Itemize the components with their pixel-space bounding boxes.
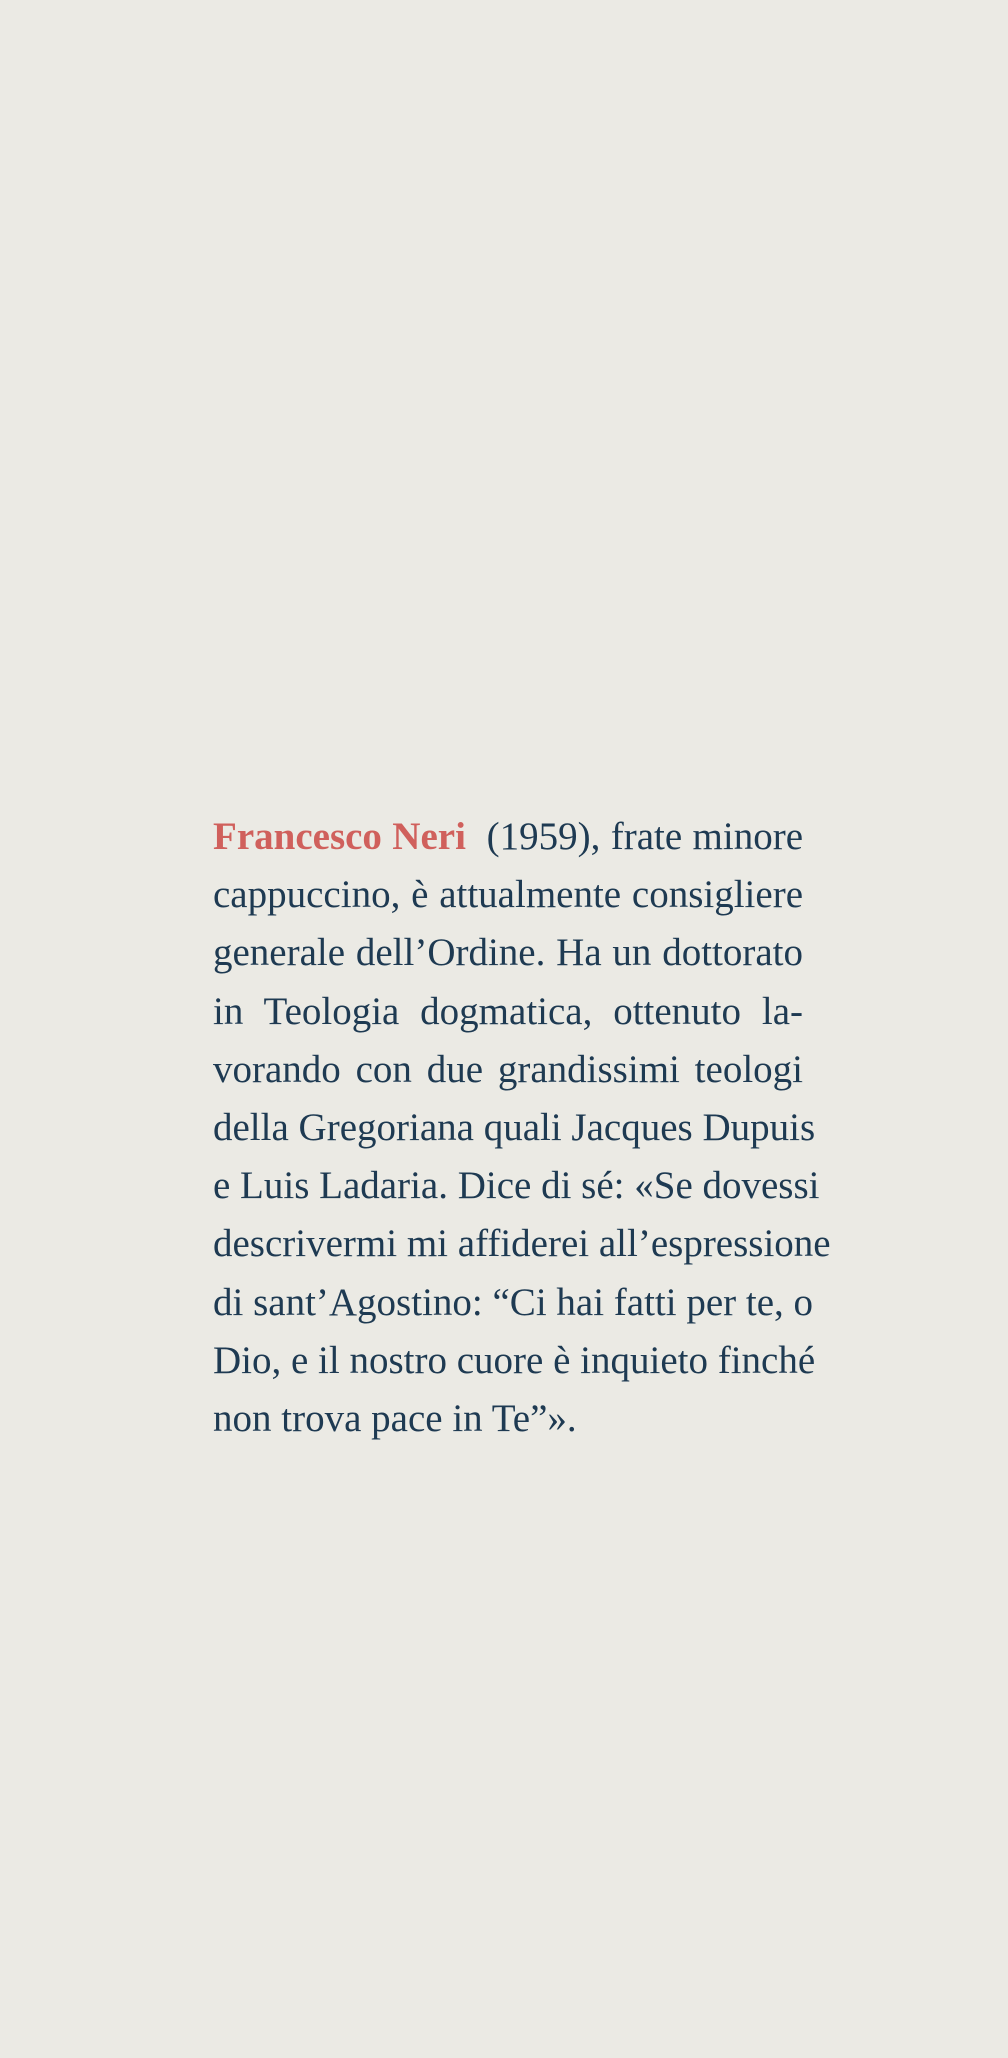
bio-line: descrivermi mi affiderei all’espressione — [213, 1222, 831, 1266]
bio-line: cappuccino, è attualmente consigliere — [213, 873, 803, 917]
bio-line: in Teologia dogmatica, ottenuto la- — [213, 989, 803, 1033]
author-name: Francesco Neri — [213, 815, 466, 858]
bio-line: non trova pace in Te”». — [213, 1396, 577, 1440]
author-bio — [213, 808, 831, 1448]
bio-line: di sant’Agostino: “Ci hai fatti per te, o — [213, 1280, 814, 1324]
bio-line: generale dell’Ordine. Ha un dottorato — [213, 931, 803, 975]
bio-line: vorando con due grandissimi teologi — [213, 1047, 803, 1091]
bio-text: (1959), frate minore — [486, 815, 804, 858]
bio-line: e Luis Ladaria. Dice di sé: «Se dovessi — [213, 1164, 820, 1208]
bio-line — [213, 808, 803, 866]
bio-line: della Gregoriana quali Jacques Dupuis — [213, 1105, 816, 1149]
bio-line: Dio, e il nostro cuore è inquieto finché — [213, 1338, 816, 1382]
